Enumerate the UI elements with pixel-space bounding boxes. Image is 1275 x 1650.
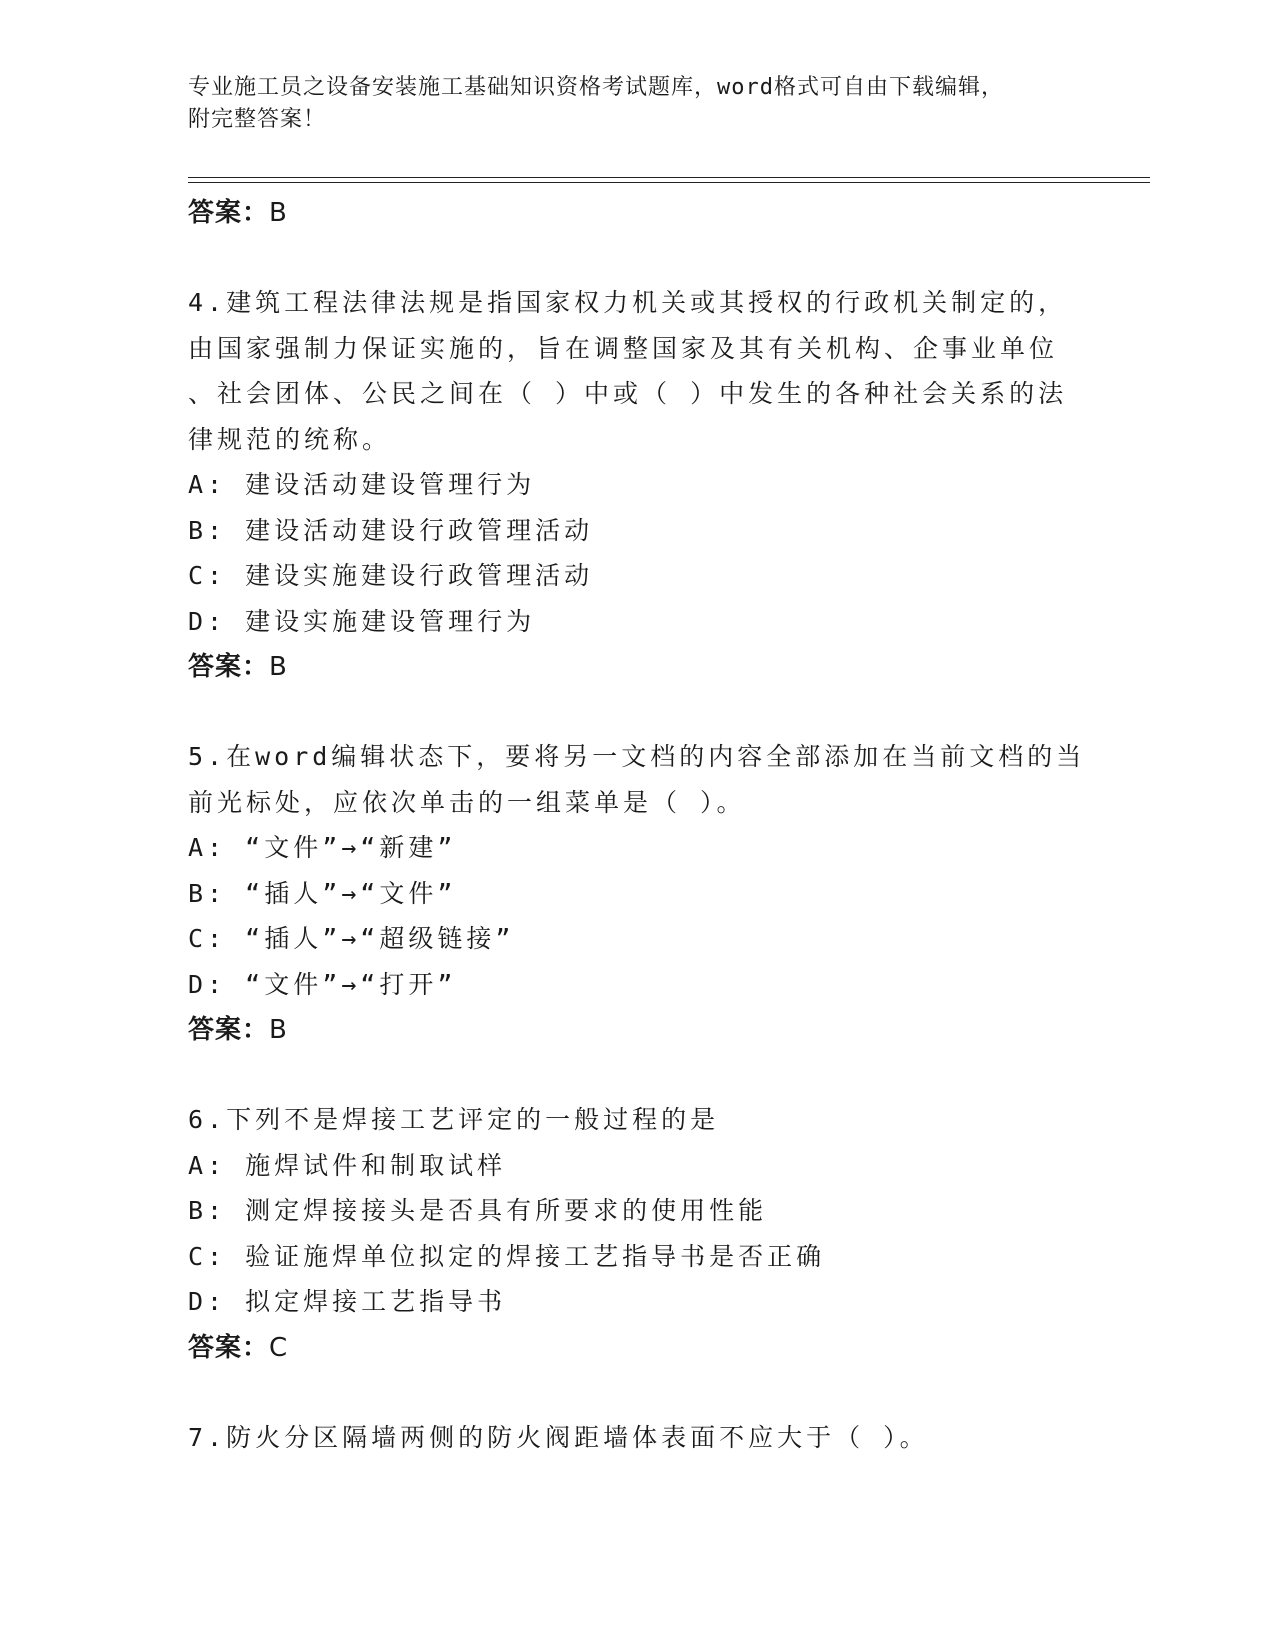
question-stem: [188, 1097, 1088, 1143]
answer-line: [188, 1325, 1088, 1371]
option-a: A: 施焊试件和制取试样: [188, 1150, 507, 1180]
question-block: [188, 280, 1088, 690]
option-a: A: 建设活动建设管理行为: [188, 470, 536, 499]
option-c: C: “插人”→“超级链接”: [188, 924, 515, 953]
option-d: D: 建设实施建设管理行为: [188, 606, 536, 636]
question-stem: [188, 280, 1088, 462]
option-d: D: 拟定焊接工艺指导书: [188, 1287, 507, 1316]
answer-label: 答案：: [188, 652, 270, 682]
stem-line: 、社会团体、公民之间在（ ）中或（ ）中发生的各种社会关系的法: [188, 379, 1068, 408]
stem-line: 律规范的统称。: [188, 424, 392, 454]
answer-line: [188, 644, 1088, 690]
answer-value: B: [269, 1015, 288, 1045]
option-b: B: 测定焊接接头是否具有所要求的使用性能: [188, 1196, 768, 1225]
answer-label: 答案：: [188, 198, 270, 228]
stem-line: 6.下列不是焊接工艺评定的一般过程的是: [188, 1105, 720, 1134]
stem-line: 前光标处，应依次单击的一组菜单是（ ）。: [188, 787, 746, 817]
header-divider: [188, 177, 1150, 183]
stem-line: 由国家强制力保证实施的，旨在调整国家及其有关机构、企事业单位: [188, 333, 1059, 363]
stem-line: 4.建筑工程法律法规是指国家权力机关或其授权的行政机关制定的，: [188, 288, 1068, 317]
stem-line: 7.防火分区隔墙两侧的防火阀距墙体表面不应大于（ ）。: [188, 1422, 929, 1452]
option-c: C: 验证施焊单位拟定的焊接工艺指导书是否正确: [188, 1241, 826, 1271]
stem-line: 5.在word编辑状态下，要将另一文档的内容全部添加在当前文档的当: [188, 742, 1086, 771]
question-block: [188, 1415, 1088, 1461]
answer-value: B: [269, 198, 288, 228]
question-stem: [188, 1415, 1088, 1461]
question-block: [188, 1097, 1088, 1371]
answer-line: [188, 1007, 1088, 1053]
question-stem: [188, 734, 1088, 825]
header-line-1: 专业施工员之设备安装施工基础知识资格考试题库，word格式可自由下载编辑，: [188, 75, 1004, 100]
document-body: [188, 190, 1088, 1460]
header-line-2: 附完整答案！: [188, 107, 327, 132]
answer-value: B: [269, 652, 288, 682]
option-b: B: 建设活动建设行政管理活动: [188, 515, 594, 545]
option-a: A: “文件”→“新建”: [188, 833, 457, 862]
option-c: C: 建设实施建设行政管理活动: [188, 561, 594, 590]
page-header: [188, 72, 1088, 136]
option-b: B: “插人”→“文件”: [188, 878, 457, 908]
answer-line: [188, 190, 1088, 236]
question-block: [188, 734, 1088, 1053]
answer-label: 答案：: [188, 1015, 270, 1045]
answer-value: C: [269, 1332, 289, 1363]
answer-label: 答案：: [188, 1332, 270, 1363]
option-d: D: “文件”→“打开”: [188, 969, 457, 999]
